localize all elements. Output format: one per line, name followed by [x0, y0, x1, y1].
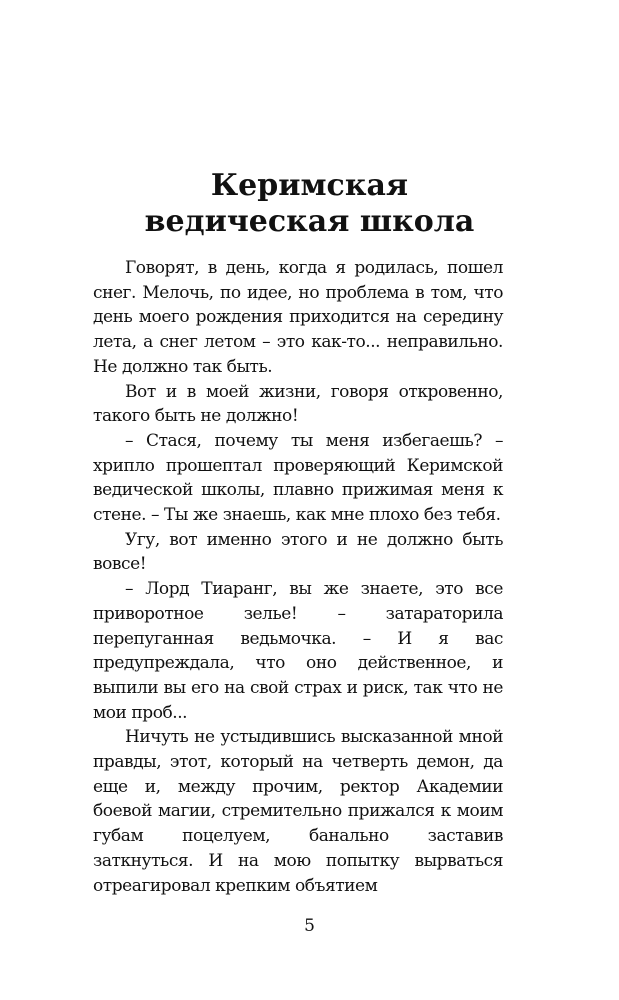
chapter-title-line-1: Керимская	[210, 168, 409, 203]
page-number: 5	[304, 916, 315, 936]
paragraph: – Лорд Тиаранг, вы же знаете, это все приворотное зелье! – затараторила перепуганная ведьмочка. – И я вас предупреждала, что оно действенное, и выпили вы его на свой страх и риск, так что не мои проб...	[93, 579, 503, 723]
chapter-title	[0, 168, 619, 240]
paragraph: Ничуть не устыдившись высказанной мной правды, этот, который на четверть демон, да еще и, между прочим, ректор Академии боевой магии, стремительно прижался к моим губам поцелуем, банально заставив заткнуться. И на мою попытку вырваться отреагировал крепким объятием	[93, 727, 503, 896]
paragraph: Вот и в моей жизни, говоря откровенно, такого быть не должно!	[93, 381, 503, 427]
paragraph: Угу, вот именно этого и не должно быть вовсе!	[93, 529, 503, 575]
chapter-body	[93, 256, 503, 898]
paragraph: – Стася, почему ты меня избегаешь? – хрипло прошептал проверяющий Керимской ведической школы, плавно прижимая меня к стене. – Ты же знаешь, как мне плохо без тебя.	[93, 430, 503, 526]
chapter-title-line-2: ведическая школа	[144, 204, 475, 239]
paragraph: Говорят, в день, когда я родилась, пошел снег. Мелочь, по идее, но проблема в том, что день моего рождения приходится на середину лета, а снег летом – это как-то... неправильно. Не должно так быть.	[93, 258, 503, 377]
